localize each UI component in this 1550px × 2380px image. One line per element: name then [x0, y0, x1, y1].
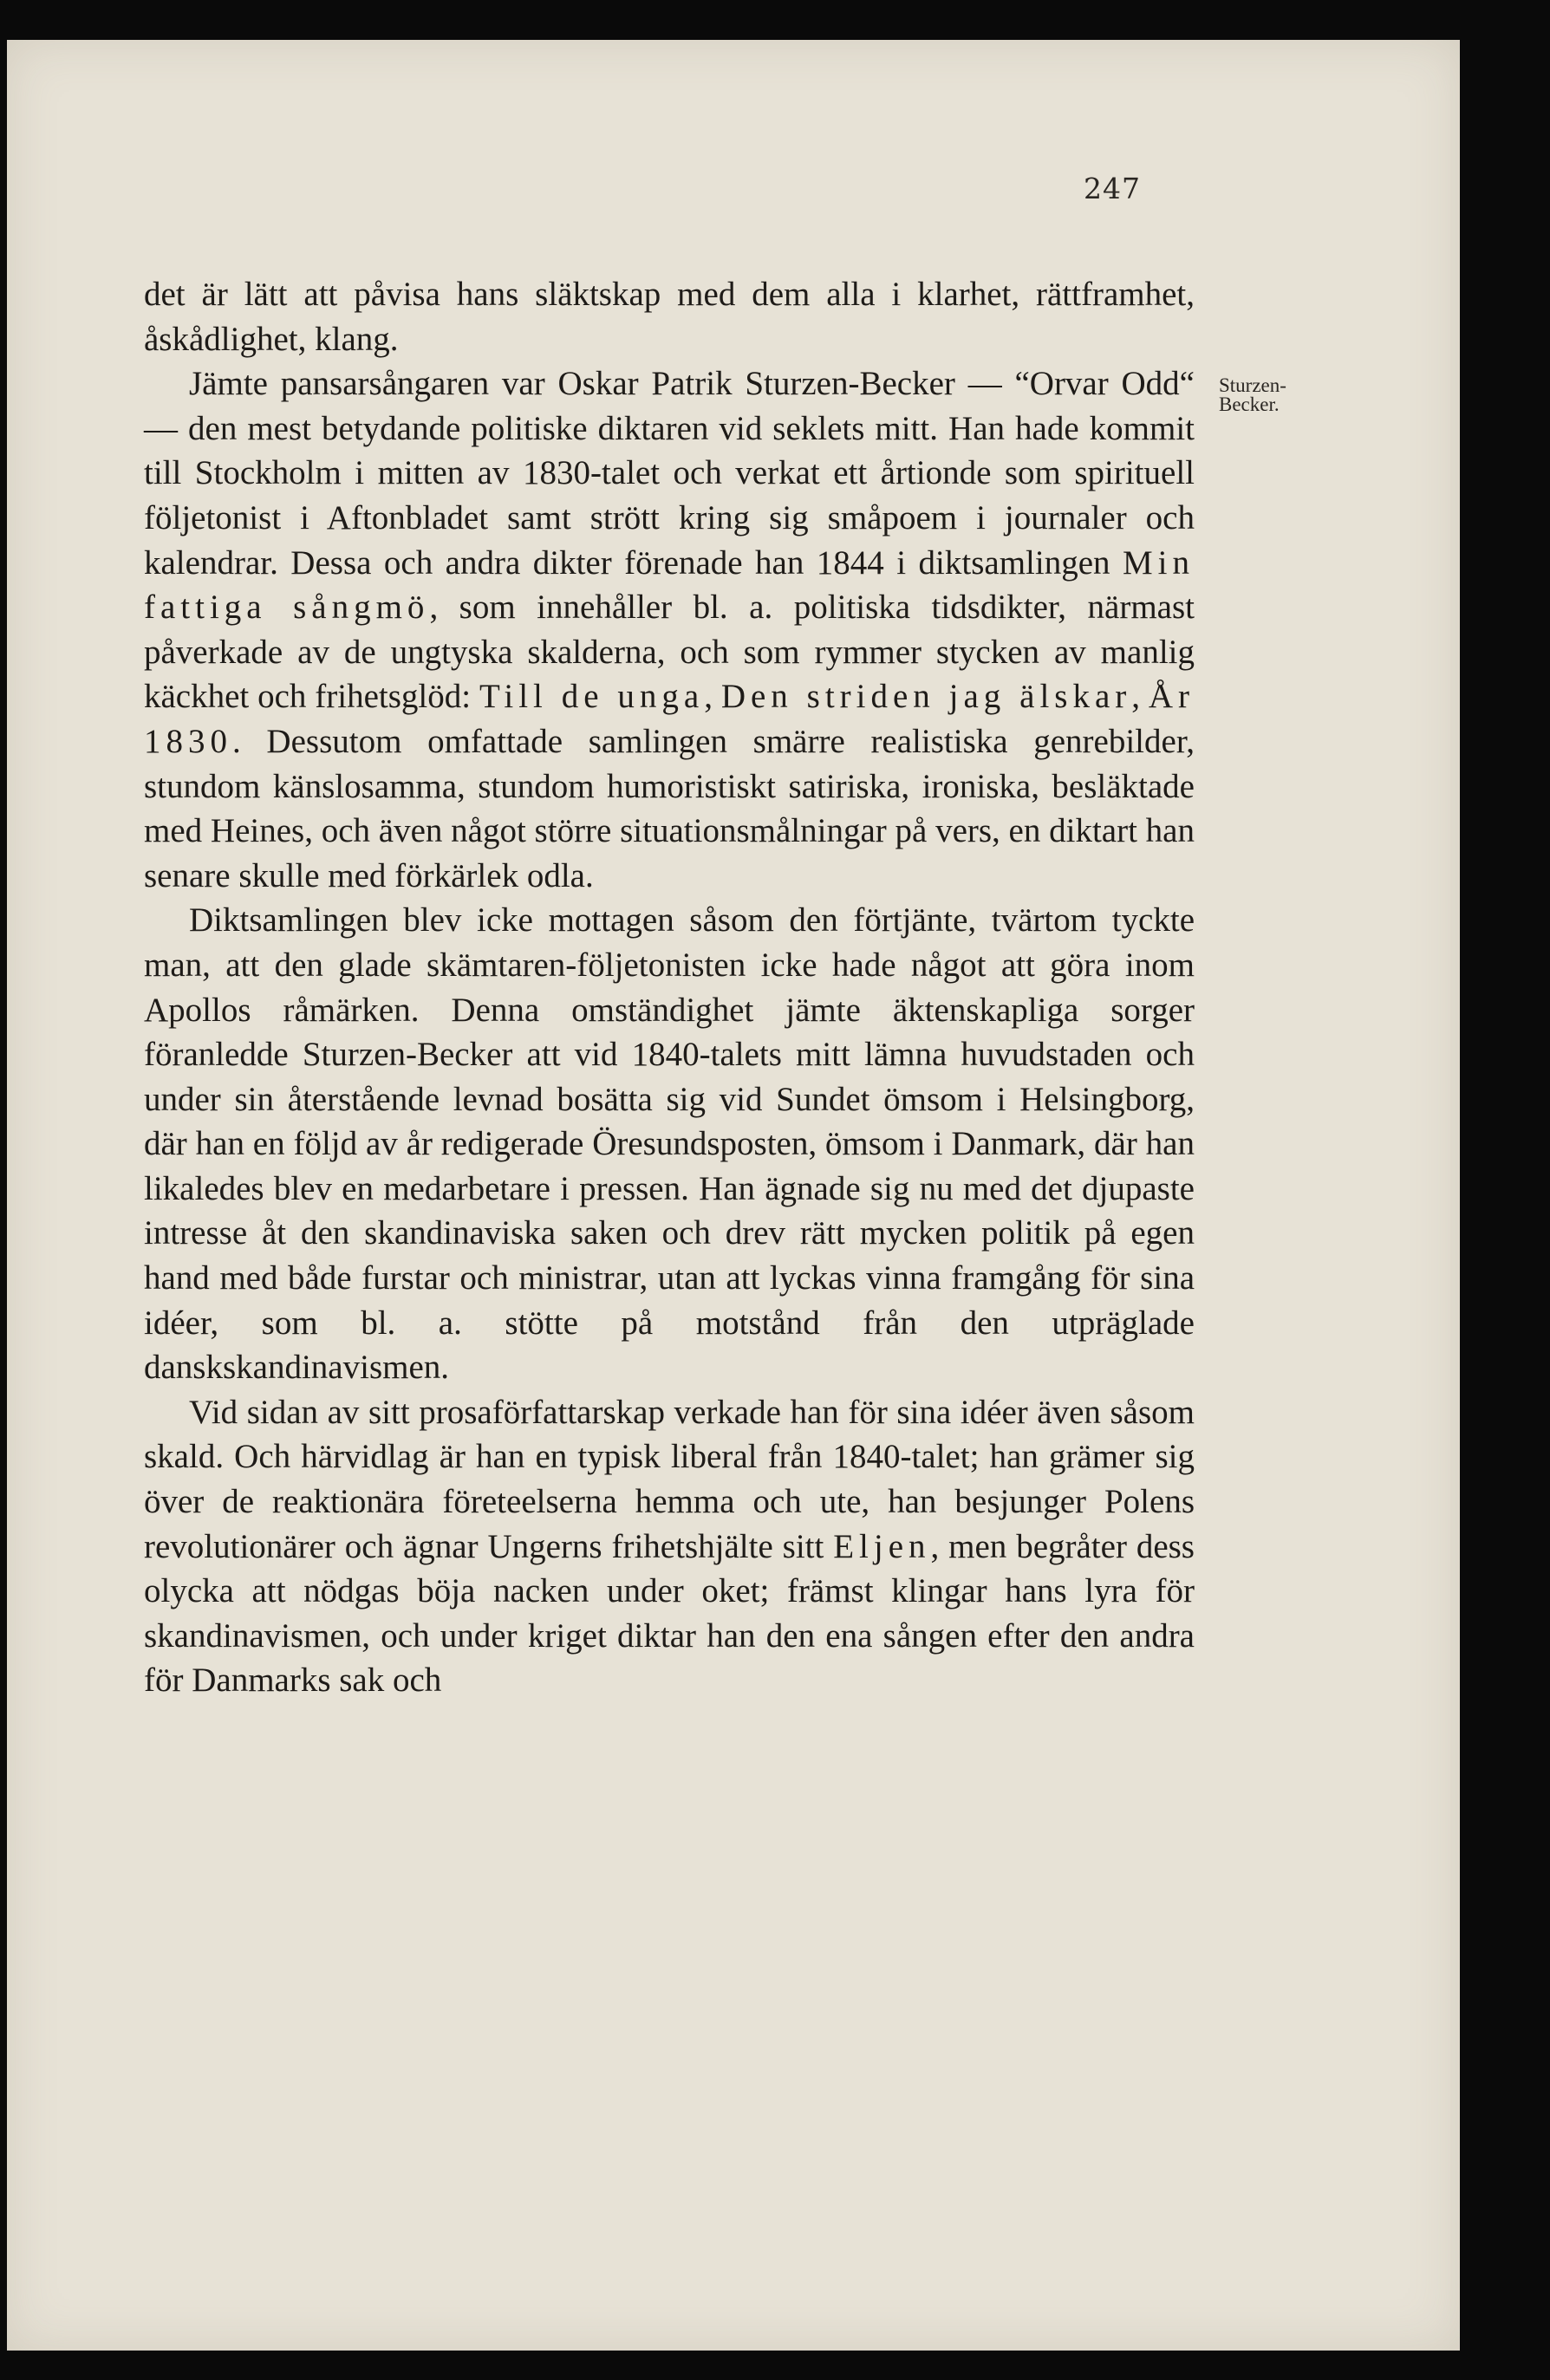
title-min-fattiga-sangmo: Min fattiga sångmö [144, 543, 1195, 627]
title-eljen: Eljen [833, 1527, 931, 1565]
book-page [7, 40, 1460, 2351]
paragraph-2-text-a: Jämte pansarsångaren var Oskar Patrik Sturzen-Becker — “Orvar Odd“ — den mest betydande politiske diktaren vid seklets mitt. Han hade kommit till Stockholm i mitten av 1830-talet och verkat ett årtionde som spirituell följetonist i Aftonbladet samt strött kring sig småpoem i journaler och kalendrar. Dessa och andra dikter förenade han 1844 i diktsamlingen [144, 365, 1195, 582]
body-text [144, 272, 1195, 1703]
title-den-striden-jag-alskar: Den striden jag älskar [720, 678, 1132, 716]
title-till-de-unga: Till de unga [479, 678, 705, 716]
paragraph-2-text-c: , [704, 678, 721, 716]
paragraph-2 [144, 361, 1195, 898]
paragraph-2-text-d: , [1131, 678, 1149, 716]
margin-note: Sturzen-Becker. [1219, 374, 1286, 415]
paragraph-2-text-e: . Dessutom omfattade samlingen smärre realistiska genrebilder, stundom känslosamma, stundom humoristiskt satiriska, ironiska, besläktade med Heines, och även något större situationsmålningar på vers, en diktart han senare skulle med förkärlek odla. [144, 722, 1195, 894]
paragraph-3: Diktsamlingen blev icke mottagen såsom den förtjänte, tvärtom tyckte man, att den glade skämtaren-följetonisten icke hade något att göra inom Apollos råmärken. Denna omständighet jämte äktenskapliga sorger föranledde Sturzen-Becker att vid 1840-talets mitt lämna huvudstaden och under sin återstående levnad bosätta sig vid Sundet ömsom i Helsingborg, där han en följd av år redigerade Öresundsposten, ömsom i Danmark, där han likaledes blev en medarbetare i pressen. Han ägnade sig nu med det djupaste intresse åt den skandinaviska saken och drev rätt mycken politik på egen hand med både furstar och ministrar, utan att lyckas vinna framgång för sina idéer, som bl. a. stötte på motstånd från den utpräglade danskskandinavismen. [144, 901, 1195, 1387]
paragraph-1: det är lätt att påvisa hans släktskap med dem alla i klarhet, rättframhet, åskådlighet, klang. [144, 276, 1195, 358]
title-ar-1830: År 1830 [144, 678, 1195, 760]
paragraph-2-text-b: , som innehåller bl. a. politiska tidsdikter, närmast påverkade av de ungtyska skalderna, och som rymmer stycken av manlig käckhet och frihetsglöd: [144, 588, 1195, 716]
paragraph-4-text-a: Vid sidan av sitt prosaförfattarskap verkade han för sina idéer även såsom skald. Och härvidlag är han en typisk liberal från 1840-talet; han grämer sig över de reaktionära företeelserna hemma och ute, han besjunger Polens revolutionärer och ägnar Ungerns frihetshjälte sitt [144, 1393, 1195, 1565]
paragraph-4-text-b: , men begråter dess olycka att nödgas böja nacken under oket; främst klingar hans lyra för skandinavismen, och under kriget diktar han den ena sången efter den andra för Danmarks sak och [144, 1527, 1195, 1700]
paragraph-4 [144, 1390, 1195, 1703]
page-number: 247 [1084, 172, 1141, 205]
